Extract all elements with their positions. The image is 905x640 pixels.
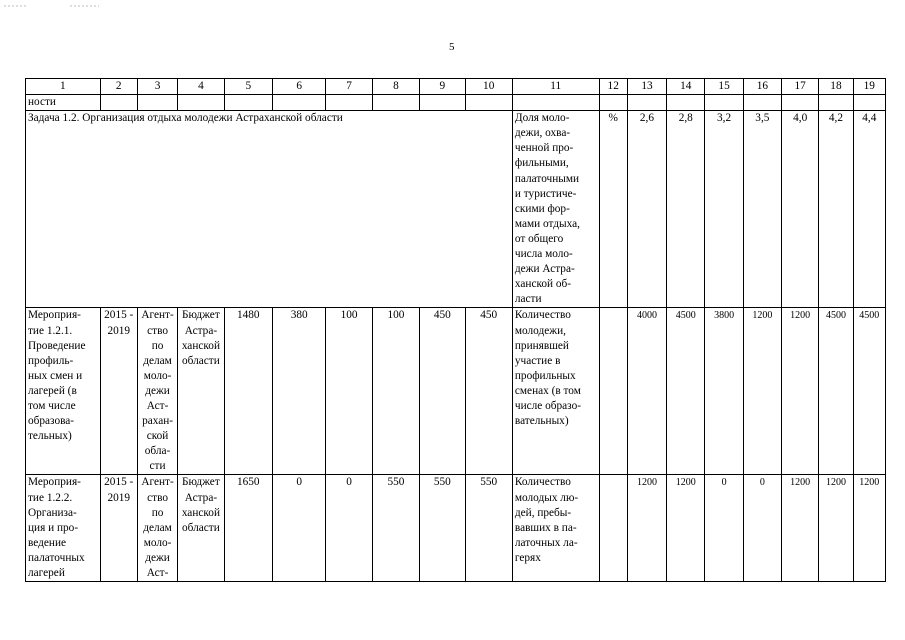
header-cell: 18 [819, 79, 853, 95]
measure-name: Мероприя- тие 1.2.1. Проведение профиль- ных смен и лагерей (в том числе образова- тельных) [26, 308, 101, 475]
header-cell: 5 [224, 79, 272, 95]
header-cell: 19 [853, 79, 885, 95]
amount-cell: 1650 [224, 475, 272, 582]
header-cell: 1 [26, 79, 101, 95]
indicator-value: 1200 [782, 308, 819, 475]
header-cell: 11 [512, 79, 599, 95]
header-cell: 3 [137, 79, 177, 95]
amount-cell: 1480 [224, 308, 272, 475]
header-cell: 13 [627, 79, 666, 95]
header-cell: 16 [743, 79, 781, 95]
measure-row [26, 308, 886, 475]
header-cell: 9 [420, 79, 465, 95]
indicator-value: 1200 [627, 475, 666, 582]
task-value: 4,2 [819, 111, 853, 308]
task-value: 3,5 [743, 111, 781, 308]
header-cell: 6 [272, 79, 325, 95]
header-row [26, 79, 886, 95]
header-cell: 15 [705, 79, 743, 95]
header-cell: 14 [667, 79, 705, 95]
header-cell: 7 [326, 79, 372, 95]
task-value: 4,0 [782, 111, 819, 308]
task-title: Задача 1.2. Организация отдыха молодежи Астраханской области [26, 111, 513, 308]
measure-source: Бюджет Астра- ханской области [178, 308, 224, 475]
indicator-value: 4000 [627, 308, 666, 475]
indicator-value: 4500 [853, 308, 885, 475]
measure-name: Мероприя- тие 1.2.2. Организа- ция и про- ведение палаточных лагерей [26, 475, 101, 582]
amount-cell: 550 [465, 475, 512, 582]
indicator-value: 0 [705, 475, 743, 582]
indicator-value: 1200 [667, 475, 705, 582]
measure-executor: Агент- ство по делам моло- дежи Аст- рахан- ской обла- сти [137, 308, 177, 475]
header-cell: 8 [372, 79, 419, 95]
indicator-value: 1200 [782, 475, 819, 582]
header-cell: 10 [465, 79, 512, 95]
scan-artifact [4, 2, 99, 10]
indicator-value: 4500 [819, 308, 853, 475]
amount-cell: 450 [420, 308, 465, 475]
indicator-value: 4500 [667, 308, 705, 475]
indicator-value: 3800 [705, 308, 743, 475]
measure-period: 2015 - 2019 [100, 475, 137, 582]
indicator-value: 1200 [819, 475, 853, 582]
amount-cell: 100 [372, 308, 419, 475]
task-value: 4,4 [853, 111, 885, 308]
task-value: 3,2 [705, 111, 743, 308]
header-cell: 2 [100, 79, 137, 95]
indicator-value: 1200 [743, 308, 781, 475]
header-cell: 4 [178, 79, 224, 95]
amount-cell: 0 [326, 475, 372, 582]
measure-unit [599, 475, 627, 582]
measure-unit [599, 308, 627, 475]
indicator-value: 1200 [853, 475, 885, 582]
amount-cell: 450 [465, 308, 512, 475]
indicator-value: 0 [743, 475, 781, 582]
amount-cell: 100 [326, 308, 372, 475]
continued-text: ности [26, 95, 101, 111]
measure-indicator: Количество молодых лю- дей, пребы- вавших в па- латочных ла- герях [512, 475, 599, 582]
amount-cell: 0 [272, 475, 325, 582]
task-unit: % [599, 111, 627, 308]
header-cell: 17 [782, 79, 819, 95]
amount-cell: 550 [372, 475, 419, 582]
program-table [25, 78, 886, 582]
task-row [26, 111, 886, 308]
measure-row [26, 475, 886, 582]
task-value: 2,8 [667, 111, 705, 308]
measure-executor: Агент- ство по делам моло- дежи Аст- [137, 475, 177, 582]
task-value: 2,6 [627, 111, 666, 308]
measure-indicator: Количество молодежи, принявшей участие в профильных сменах (в том числе образо- вательных) [512, 308, 599, 475]
measure-source: Бюджет Астра- ханской области [178, 475, 224, 582]
header-cell: 12 [599, 79, 627, 95]
task-indicator: Доля моло- дежи, охва- ченной про- фильными, палаточными и туристиче- скими фор- мами отдыха, от общего числа моло- дежи Астра- ханской об- ласти [512, 111, 599, 308]
amount-cell: 380 [272, 308, 325, 475]
page-number: 5 [449, 41, 455, 53]
continued-row [26, 95, 886, 111]
measure-period: 2015 - 2019 [100, 308, 137, 475]
amount-cell: 550 [420, 475, 465, 582]
